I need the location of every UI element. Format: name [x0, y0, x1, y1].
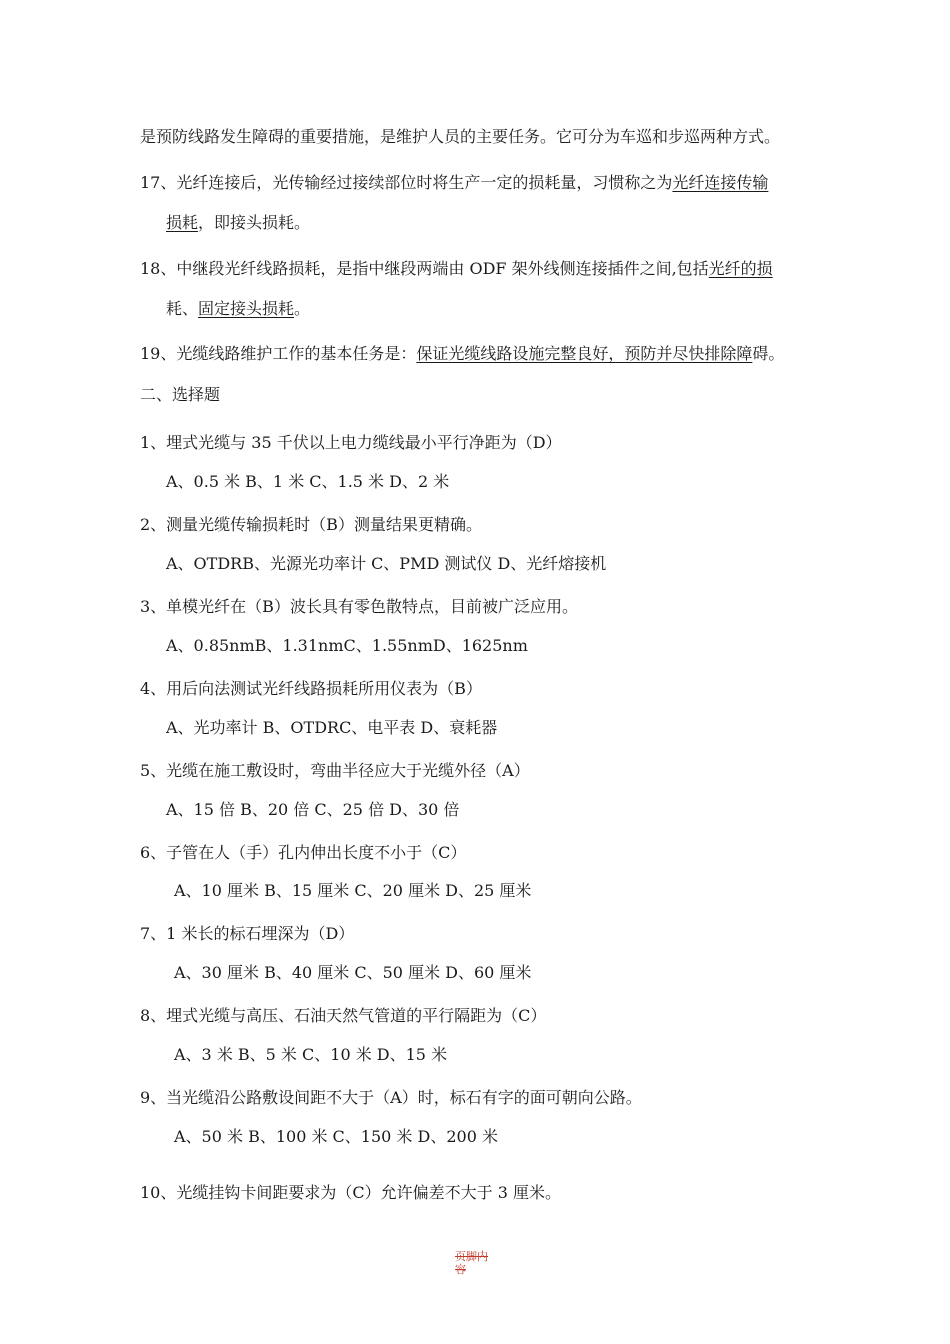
question-7-options: A、30 厘米 B、40 厘米 C、50 厘米 D、60 厘米: [174, 963, 532, 982]
paragraph-text: 19、光缆线路维护工作的基本任务是：: [140, 344, 417, 363]
question-6: 6、子管在人（手）孔内伸出长度不小于（C）: [140, 843, 467, 862]
question-5: 5、光缆在施工敷设时，弯曲半径应大于光缆外径（A）: [140, 761, 530, 780]
question-8-options: A、3 米 B、5 米 C、10 米 D、15 米: [174, 1045, 448, 1064]
underlined-answer: 损耗: [166, 213, 199, 232]
paragraph-16-tail: [140, 126, 780, 148]
question-9-options: A、50 米 B、100 米 C、150 米 D、200 米: [174, 1127, 498, 1146]
underlined-answer: 光纤连接传输: [672, 173, 769, 192]
question-8: 8、埋式光缆与高压、石油天然气管道的平行隔距为（C）: [140, 1006, 547, 1025]
paragraph-text: 是预防线路发生障碍的重要措施，是维护人员的主要任务。它可分为车巡和步巡两种方式。: [140, 127, 781, 146]
question-4-options: A、光功率计 B、OTDRC、电平表 D、衰耗器: [166, 718, 498, 737]
paragraph-17: [140, 172, 768, 194]
question-1-options: A、0.5 米 B、1 米 C、1.5 米 D、2 米: [166, 472, 450, 491]
section-title: 二、选择题: [140, 385, 221, 404]
underlined-answer: 保证光缆线路设施完整良好，预防并尽快排除障: [416, 344, 753, 363]
question-2-options: A、OTDRB、光源光功率计 C、PMD 测试仪 D、光纤熔接机: [166, 554, 607, 573]
paragraph-text: 17、光纤连接后，光传输经过接续部位时将生产一定的损耗量，习惯称之为: [140, 173, 673, 192]
question-9: 9、当光缆沿公路敷设间距不大于（A）时，标石有字的面可朝向公路。: [140, 1088, 642, 1107]
paragraph-text: 18、中继段光纤线路损耗，是指中继段两端由 ODF 架外线侧连接插件之间,包括: [140, 259, 709, 278]
paragraph-text: 碍。: [752, 344, 785, 363]
question-5-options: A、15 倍 B、20 倍 C、25 倍 D、30 倍: [166, 800, 460, 819]
paragraph-18-cont: [166, 298, 310, 320]
question-3: 3、单模光纤在（B）波长具有零色散特点，目前被广泛应用。: [140, 597, 578, 616]
question-7: 7、1 米长的标石埋深为（D）: [140, 924, 355, 943]
paragraph-text: ，即接头损耗。: [198, 213, 311, 232]
underlined-answer: 固定接头损耗: [198, 299, 295, 318]
question-4: 4、用后向法测试光纤线路损耗所用仪表为（B）: [140, 679, 482, 698]
question-10: 10、光缆挂钩卡间距要求为（C）允许偏差不大于 3 厘米。: [140, 1183, 561, 1202]
question-1: 1、埋式光缆与 35 千伏以上电力缆线最小平行净距为（D）: [140, 433, 562, 452]
paragraph-text: 耗、: [166, 299, 199, 318]
question-6-options: A、10 厘米 B、15 厘米 C、20 厘米 D、25 厘米: [174, 881, 532, 900]
paragraph-17-cont: [166, 212, 310, 234]
underlined-answer: 光纤的损: [708, 259, 773, 278]
question-3-options: A、0.85nmB、1.31nmC、1.55nmD、1625nm: [166, 636, 528, 655]
paragraph-18: [140, 258, 773, 280]
question-2: 2、测量光缆传输损耗时（B）测量结果更精确。: [140, 515, 482, 534]
paragraph-text: 。: [294, 299, 311, 318]
paragraph-19: [140, 343, 784, 365]
page-footer: 页脚内容: [455, 1250, 488, 1276]
